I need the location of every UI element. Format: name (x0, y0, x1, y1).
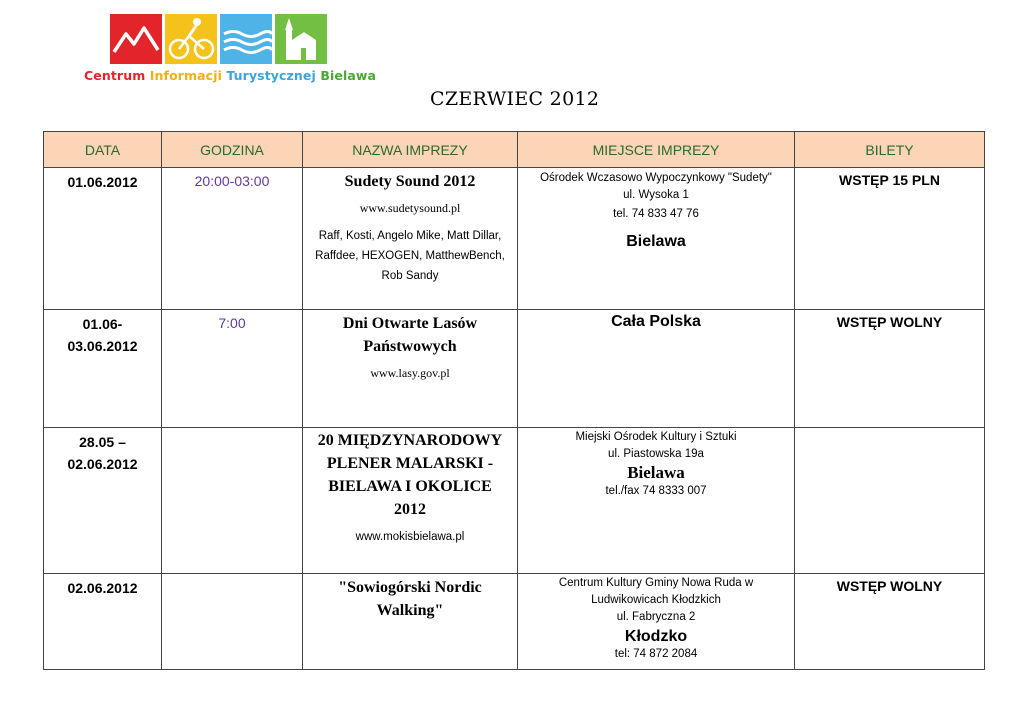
event-title-line: "Sowiogórski Nordic (338, 579, 482, 596)
cell-place (518, 428, 795, 574)
place-line: ul. Piastowska 19a (608, 448, 704, 460)
table-header-row (44, 132, 985, 168)
place-city: Bielawa (627, 463, 685, 482)
cell-date (44, 310, 162, 428)
event-title-line: PLENER MALARSKI - (326, 455, 494, 472)
place-city: Cała Polska (611, 313, 701, 330)
header-godzina: GODZINA (162, 132, 303, 168)
event-performers: Raff, Kosti, Angelo Mike, Matt Dillar, Raffdee, HEXOGEN, MatthewBench, Rob Sandy (315, 230, 505, 282)
cell-date (44, 428, 162, 574)
mountains-icon (110, 14, 162, 64)
event-title-line: Dni Otwarte Lasów (342, 315, 478, 332)
event-title: Sudety Sound 2012 (344, 173, 476, 190)
cell-event-name (303, 428, 518, 574)
header-miejsce-imprezy: MIEJSCE IMPREZY (518, 132, 795, 168)
place-line: ul. Fabryczna 2 (616, 611, 696, 623)
ticket-text: WSTĘP WOLNY (836, 314, 943, 330)
time-text: 20:00-03:00 (194, 173, 270, 189)
water-waves-icon (220, 14, 272, 64)
cell-event-name (303, 168, 518, 310)
event-title-line: Walking" (376, 602, 444, 619)
place-line: Ludwikowicach Kłodzkich (591, 594, 721, 606)
cell-place (518, 574, 795, 670)
cell-ticket (795, 574, 985, 670)
ticket-text (795, 428, 984, 432)
table-row (44, 574, 985, 670)
cell-place (518, 310, 795, 428)
logo-word-3: Turystycznej (226, 68, 316, 83)
place-line: tel. 74 833 47 76 (613, 208, 699, 220)
header-bilety: BILETY (795, 132, 985, 168)
place-line: ul. Wysoka 1 (623, 189, 689, 201)
cell-ticket (795, 428, 985, 574)
cell-place (518, 168, 795, 310)
cell-time (162, 428, 303, 574)
place-line: Ośrodek Wczasowo Wypoczynkowy "Sudety" (540, 172, 772, 184)
event-title-line: 2012 (394, 501, 426, 518)
ticket-text: WSTĘP WOLNY (836, 578, 943, 594)
place-city: Bielawa (626, 233, 686, 250)
cell-event-name (303, 310, 518, 428)
date-line: 01.06- (82, 316, 123, 332)
logo-wordmark (84, 68, 376, 83)
event-title-line: Państwowych (363, 338, 457, 355)
header-data: DATA (44, 132, 162, 168)
table-row (44, 428, 985, 574)
date-text: 02.06.2012 (67, 580, 138, 596)
ticket-text: WSTĘP 15 PLN (839, 172, 940, 188)
header-nazwa-imprezy: NAZWA IMPREZY (303, 132, 518, 168)
date-line: 02.06.2012 (67, 456, 138, 472)
event-url[interactable]: www.sudetysound.pl (359, 201, 461, 215)
place-line: Miejski Ośrodek Kultury i Sztuki (575, 431, 737, 443)
event-url[interactable]: www.mokisbielawa.pl (355, 531, 465, 543)
date-text: 01.06.2012 (67, 174, 138, 190)
cell-time (162, 574, 303, 670)
table-row (44, 168, 985, 310)
cell-time (162, 168, 303, 310)
date-line: 03.06.2012 (67, 338, 138, 354)
place-line: Centrum Kultury Gminy Nowa Ruda w (558, 577, 754, 589)
time-text (162, 428, 302, 432)
event-url[interactable]: www.lasy.gov.pl (370, 366, 450, 380)
place-city: Kłodzko (624, 628, 688, 645)
place-phone: tel./fax 74 8333 007 (605, 485, 707, 497)
cell-date (44, 168, 162, 310)
cell-time (162, 310, 303, 428)
church-icon (275, 14, 327, 64)
cell-event-name (303, 574, 518, 670)
logo-word-1: Centrum (84, 68, 146, 83)
events-table (43, 131, 985, 670)
cell-ticket (795, 310, 985, 428)
date-line: 28.05 – (79, 434, 126, 450)
time-text: 7:00 (218, 315, 246, 331)
cyclist-icon (165, 14, 217, 64)
cell-date (44, 574, 162, 670)
event-title-line: BIELAWA I OKOLICE (328, 478, 492, 495)
event-title-line: 20 MIĘDZYNARODOWY (317, 432, 503, 449)
page-title: CZERWIEC 2012 (430, 88, 600, 110)
time-text (162, 574, 302, 578)
logo-word-2: Informacji (149, 68, 222, 83)
cell-ticket (795, 168, 985, 310)
cit-bielawa-logo (84, 14, 377, 84)
logo-word-4: Bielawa (320, 68, 377, 83)
place-phone: tel: 74 872 2084 (614, 648, 698, 660)
table-row (44, 310, 985, 428)
